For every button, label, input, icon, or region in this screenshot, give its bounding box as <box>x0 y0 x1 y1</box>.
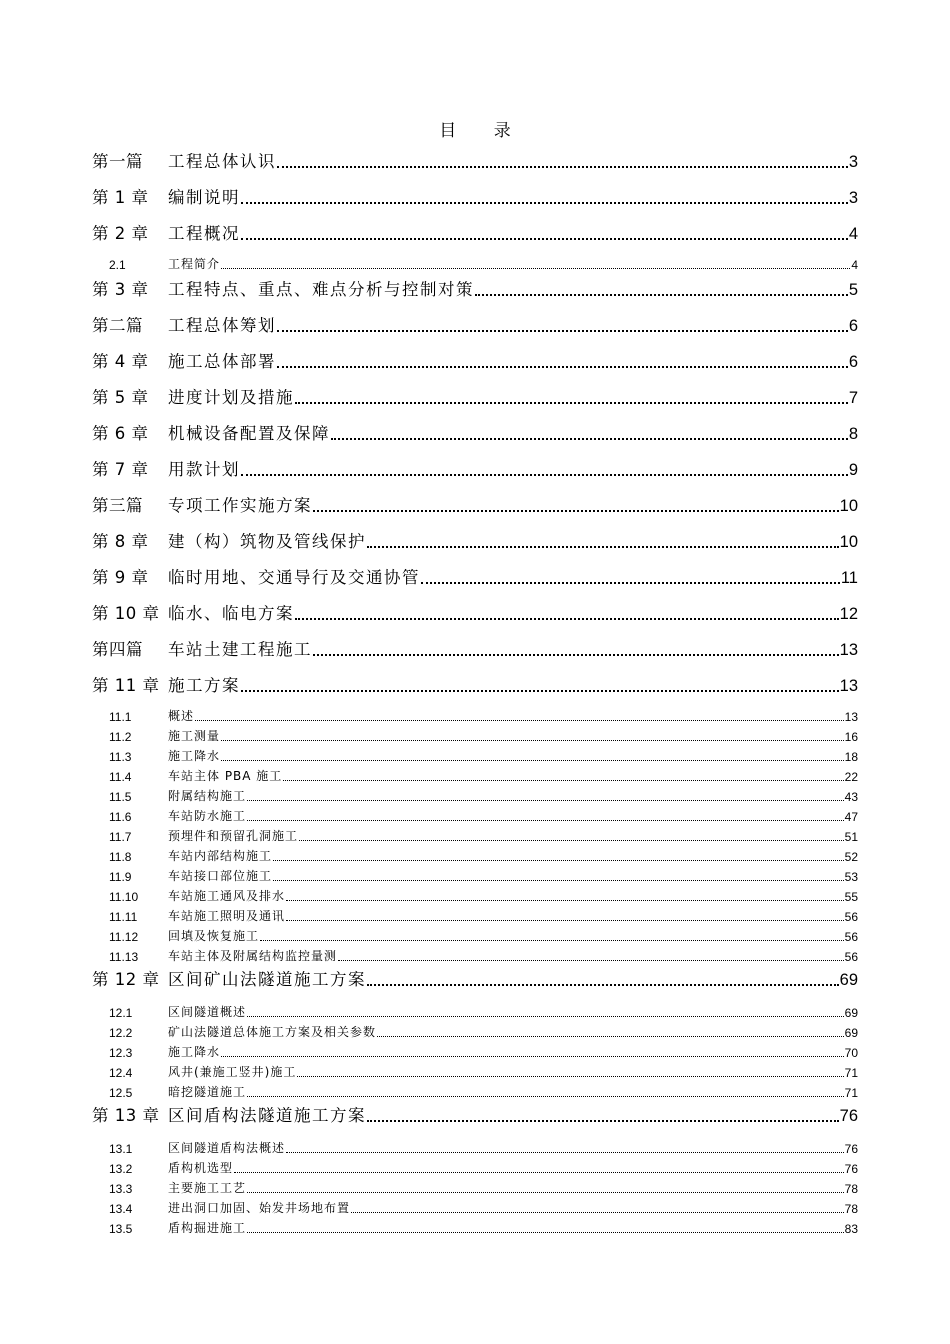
toc-entry-page-number: 10 <box>839 497 858 515</box>
toc-entry-chapter[interactable] <box>92 150 858 172</box>
toc-entry-number: 第 7 章 <box>92 460 149 479</box>
toc-entry-chapter[interactable] <box>92 968 858 990</box>
toc-entry-number: 第 6 章 <box>92 424 149 443</box>
toc-entry-number: 11.11 <box>109 910 138 924</box>
toc-entry-label: 用款计划 <box>168 460 240 479</box>
toc-entry-label: 暗挖隧道施工 <box>168 1085 247 1099</box>
toc-entry-section[interactable] <box>92 1140 858 1156</box>
toc-entry-label: 临时用地、交通导行及交通协管 <box>168 568 420 587</box>
toc-entry-section[interactable] <box>92 828 858 844</box>
toc-entry-chapter[interactable] <box>92 386 858 408</box>
toc-entry-page-number: 76 <box>844 1162 858 1176</box>
toc-entry-chapter[interactable] <box>92 494 858 516</box>
toc-dot-leader <box>351 1211 844 1213</box>
toc-entry-section[interactable] <box>92 928 858 944</box>
toc-dot-leader <box>475 293 848 296</box>
toc-entry-number: 12.5 <box>109 1086 133 1100</box>
toc-entry-chapter[interactable] <box>92 350 858 372</box>
toc-entry-chapter[interactable] <box>92 602 858 624</box>
toc-entry-section[interactable] <box>92 1024 858 1040</box>
toc-dot-leader <box>221 267 850 269</box>
toc-entry-label: 车站防水施工 <box>168 809 247 823</box>
toc-entry-number: 12.3 <box>109 1046 133 1060</box>
toc-dot-leader <box>286 1151 844 1153</box>
toc-entry-chapter[interactable] <box>92 566 858 588</box>
toc-entry-number: 11.8 <box>109 850 132 864</box>
toc-entry-label: 附属结构施工 <box>168 789 247 803</box>
toc-entry-number: 13.4 <box>109 1202 133 1216</box>
toc-entry-label: 矿山法隧道总体施工方案及相关参数 <box>168 1025 377 1039</box>
toc-entry-label: 临水、临电方案 <box>168 604 294 623</box>
toc-entry-label: 预埋件和预留孔洞施工 <box>168 829 299 843</box>
toc-dot-leader <box>297 1075 843 1077</box>
toc-dot-leader <box>241 237 848 240</box>
toc-entry-page-number: 53 <box>844 870 858 884</box>
toc-entry-label: 主要施工工艺 <box>168 1181 247 1195</box>
toc-entry-page-number: 12 <box>839 605 858 623</box>
toc-entry-number: 13.5 <box>109 1222 133 1236</box>
toc-entry-page-number: 69 <box>844 1026 858 1040</box>
toc-entry-section[interactable] <box>92 768 858 784</box>
toc-dot-leader <box>367 1119 839 1122</box>
toc-entry-label: 区间隧道概述 <box>168 1005 247 1019</box>
toc-dot-leader <box>338 959 844 961</box>
toc-entry-page-number: 5 <box>848 281 858 299</box>
toc-entry-number: 第 2 章 <box>92 224 149 243</box>
toc-entry-number: 第 12 章 <box>92 970 160 989</box>
toc-entry-number: 11.5 <box>109 790 132 804</box>
toc-entry-label: 进度计划及措施 <box>168 388 294 407</box>
toc-entry-page-number: 78 <box>844 1202 858 1216</box>
toc-entry-number: 第 3 章 <box>92 280 149 299</box>
toc-dot-leader <box>367 983 839 986</box>
toc-entry-section[interactable] <box>92 1180 858 1196</box>
toc-dot-leader <box>295 617 839 620</box>
toc-entry-label: 建（构）筑物及管线保护 <box>168 532 366 551</box>
toc-entry-section[interactable] <box>92 728 858 744</box>
toc-entry-number: 第 9 章 <box>92 568 149 587</box>
toc-dot-leader <box>367 545 839 548</box>
toc-dot-leader <box>283 779 843 781</box>
toc-entry-label: 工程概况 <box>168 224 240 243</box>
toc-entry-number: 13.1 <box>109 1142 133 1156</box>
toc-entry-page-number: 7 <box>848 389 858 407</box>
toc-entry-label: 施工测量 <box>168 729 221 743</box>
toc-entry-page-number: 52 <box>844 850 858 864</box>
toc-entry-label: 盾构机选型 <box>168 1161 234 1175</box>
toc-entry-label: 工程简介 <box>168 257 221 271</box>
toc-entry-label: 区间隧道盾构法概述 <box>168 1141 286 1155</box>
toc-entry-chapter[interactable] <box>92 278 858 300</box>
toc-entry-page-number: 6 <box>848 317 858 335</box>
toc-entry-page-number: 56 <box>844 930 858 944</box>
toc-entry-label: 车站主体及附属结构监控量测 <box>168 949 338 963</box>
toc-dot-leader <box>299 839 844 841</box>
toc-entry-number: 11.2 <box>109 730 132 744</box>
toc-entry-section[interactable] <box>92 1220 858 1236</box>
toc-dot-leader <box>241 689 839 692</box>
toc-entry-label: 工程总体筹划 <box>168 316 276 335</box>
toc-entry-page-number: 13 <box>839 641 858 659</box>
toc-entry-label: 进出洞口加固、始发井场地布置 <box>168 1201 351 1215</box>
toc-entry-page-number: 47 <box>844 810 858 824</box>
toc-entry-page-number: 56 <box>844 950 858 964</box>
toc-entry-number: 11.10 <box>109 890 139 904</box>
toc-entry-section[interactable] <box>92 848 858 864</box>
toc-entry-number: 11.12 <box>109 930 139 944</box>
toc-entry-page-number: 4 <box>848 225 858 243</box>
toc-dot-leader <box>286 899 844 901</box>
toc-entry-label: 编制说明 <box>168 188 240 207</box>
toc-dot-leader <box>247 819 844 821</box>
toc-dot-leader <box>221 739 844 741</box>
toc-entry-page-number: 43 <box>844 790 858 804</box>
toc-entry-page-number: 76 <box>844 1142 858 1156</box>
toc-dot-leader <box>234 1171 844 1173</box>
toc-entry-page-number: 22 <box>844 770 858 784</box>
toc-entry-label: 车站主体 PBA 施工 <box>168 769 283 783</box>
toc-dot-leader <box>273 859 844 861</box>
toc-dot-leader <box>421 581 840 584</box>
toc-dot-leader <box>221 759 844 761</box>
toc-entry-number: 第二篇 <box>92 316 143 335</box>
toc-entry-label: 施工总体部署 <box>168 352 276 371</box>
toc-entry-label: 概述 <box>168 709 195 723</box>
toc-entry-number: 11.4 <box>109 770 132 784</box>
toc-entry-label: 施工降水 <box>168 1045 221 1059</box>
toc-entry-page-number: 8 <box>848 425 858 443</box>
toc-dot-leader <box>277 329 848 332</box>
toc-entry-chapter[interactable] <box>92 222 858 244</box>
toc-entry-number: 2.1 <box>109 258 126 272</box>
toc-entry-label: 工程总体认识 <box>168 152 276 171</box>
toc-entry-page-number: 55 <box>844 890 858 904</box>
toc-entry-section[interactable] <box>92 888 858 904</box>
toc-entry-section[interactable] <box>92 808 858 824</box>
toc-entry-page-number: 11 <box>840 569 858 587</box>
toc-entry-number: 13.3 <box>109 1182 133 1196</box>
toc-entry-label: 车站施工照明及通讯 <box>168 909 286 923</box>
toc-entry-section[interactable] <box>92 788 858 804</box>
toc-entry-page-number: 6 <box>848 353 858 371</box>
toc-dot-leader <box>277 365 848 368</box>
toc-entry-number: 第四篇 <box>92 640 143 659</box>
toc-entry-number: 第三篇 <box>92 496 143 515</box>
toc-dot-leader <box>247 1231 844 1233</box>
toc-entry-number: 12.4 <box>109 1066 133 1080</box>
toc-entry-page-number: 10 <box>839 533 858 551</box>
toc-entry-number: 11.6 <box>109 810 132 824</box>
toc-entry-label: 盾构掘进施工 <box>168 1221 247 1235</box>
toc-entry-label: 车站土建工程施工 <box>168 640 312 659</box>
toc-dot-leader <box>331 437 848 440</box>
toc-dot-leader <box>377 1035 844 1037</box>
toc-entry-label: 区间矿山法隧道施工方案 <box>168 970 366 989</box>
toc-entry-number: 12.2 <box>109 1026 133 1040</box>
toc-entry-page-number: 78 <box>844 1182 858 1196</box>
toc-entry-label: 车站内部结构施工 <box>168 849 273 863</box>
toc-entry-section[interactable] <box>92 708 858 724</box>
toc-dot-leader <box>313 509 839 512</box>
toc-entry-section[interactable] <box>92 748 858 764</box>
toc-entry-section[interactable] <box>92 256 858 272</box>
toc-entry-number: 第 13 章 <box>92 1106 160 1125</box>
toc-entry-number: 11.1 <box>109 710 132 724</box>
toc-dot-leader <box>241 201 848 204</box>
toc-entry-page-number: 76 <box>839 1107 858 1125</box>
toc-entry-page-number: 4 <box>851 258 858 272</box>
toc-entry-number: 11.7 <box>109 830 132 844</box>
toc-entry-chapter[interactable] <box>92 674 858 696</box>
toc-entry-number: 11.13 <box>109 950 139 964</box>
toc-entry-label: 工程特点、重点、难点分析与控制对策 <box>168 280 474 299</box>
toc-entry-page-number: 9 <box>848 461 858 479</box>
toc-entry-label: 机械设备配置及保障 <box>168 424 330 443</box>
toc-entry-page-number: 69 <box>839 971 858 989</box>
toc-entry-label: 风井(兼施工竖井)施工 <box>168 1065 297 1079</box>
toc-entry-label: 回填及恢复施工 <box>168 929 260 943</box>
toc-dot-leader <box>221 1055 844 1057</box>
toc-entry-page-number: 71 <box>844 1066 858 1080</box>
toc-entry-number: 第 11 章 <box>92 676 160 695</box>
toc-entry-label: 施工方案 <box>168 676 240 695</box>
toc-entry-page-number: 69 <box>844 1006 858 1020</box>
toc-entry-chapter[interactable] <box>92 638 858 660</box>
toc-entry-section[interactable] <box>92 1084 858 1100</box>
toc-entry-chapter[interactable] <box>92 458 858 480</box>
toc-dot-leader <box>295 401 848 404</box>
toc-entry-label: 车站施工通风及排水 <box>168 889 286 903</box>
toc-entry-page-number: 13 <box>844 710 858 724</box>
toc-entry-chapter[interactable] <box>92 186 858 208</box>
toc-entry-chapter[interactable] <box>92 530 858 552</box>
toc-entry-page-number: 70 <box>844 1046 858 1060</box>
toc-entry-chapter[interactable] <box>92 314 858 336</box>
toc-entry-section[interactable] <box>92 1004 858 1020</box>
toc-entry-number: 11.9 <box>109 870 132 884</box>
toc-dot-leader <box>247 1191 844 1193</box>
toc-entry-chapter[interactable] <box>92 1104 858 1126</box>
toc-entry-number: 第 5 章 <box>92 388 149 407</box>
toc-entry-label: 区间盾构法隧道施工方案 <box>168 1106 366 1125</box>
toc-entry-number: 第 10 章 <box>92 604 160 623</box>
toc-entry-section[interactable] <box>92 908 858 924</box>
toc-entry-page-number: 51 <box>844 830 858 844</box>
toc-entry-section[interactable] <box>92 1200 858 1216</box>
toc-entry-section[interactable] <box>92 1160 858 1176</box>
toc-entry-number: 第 4 章 <box>92 352 149 371</box>
toc-entry-page-number: 3 <box>848 189 858 207</box>
toc-entry-number: 第 8 章 <box>92 532 149 551</box>
toc-entry-section[interactable] <box>92 1064 858 1080</box>
toc-entry-chapter[interactable] <box>92 422 858 444</box>
toc-entry-label: 车站接口部位施工 <box>168 869 273 883</box>
toc-dot-leader <box>273 879 844 881</box>
toc-dot-leader <box>313 653 839 656</box>
toc-entry-page-number: 16 <box>844 730 858 744</box>
toc-entry-label: 专项工作实施方案 <box>168 496 312 515</box>
toc-entry-number: 第一篇 <box>92 152 143 171</box>
toc-entry-number: 12.1 <box>109 1006 133 1020</box>
toc-dot-leader <box>277 165 848 168</box>
toc-entry-number: 11.3 <box>109 750 132 764</box>
toc-dot-leader <box>241 473 848 476</box>
toc-dot-leader <box>260 939 844 941</box>
toc-entry-page-number: 83 <box>844 1222 858 1236</box>
toc-dot-leader <box>247 1015 844 1017</box>
toc-entry-section[interactable] <box>92 948 858 964</box>
toc-entry-page-number: 13 <box>839 677 858 695</box>
toc-dot-leader <box>247 799 844 801</box>
toc-title: 目 录 <box>439 121 527 141</box>
toc-entry-page-number: 18 <box>844 750 858 764</box>
toc-entry-page-number: 71 <box>844 1086 858 1100</box>
toc-dot-leader <box>286 919 844 921</box>
toc-entry-section[interactable] <box>92 868 858 884</box>
toc-dot-leader <box>195 719 844 721</box>
toc-entry-number: 第 1 章 <box>92 188 149 207</box>
toc-dot-leader <box>247 1095 844 1097</box>
toc-entry-label: 施工降水 <box>168 749 221 763</box>
toc-entry-number: 13.2 <box>109 1162 133 1176</box>
toc-entry-section[interactable] <box>92 1044 858 1060</box>
toc-entry-page-number: 56 <box>844 910 858 924</box>
toc-entry-page-number: 3 <box>848 153 858 171</box>
